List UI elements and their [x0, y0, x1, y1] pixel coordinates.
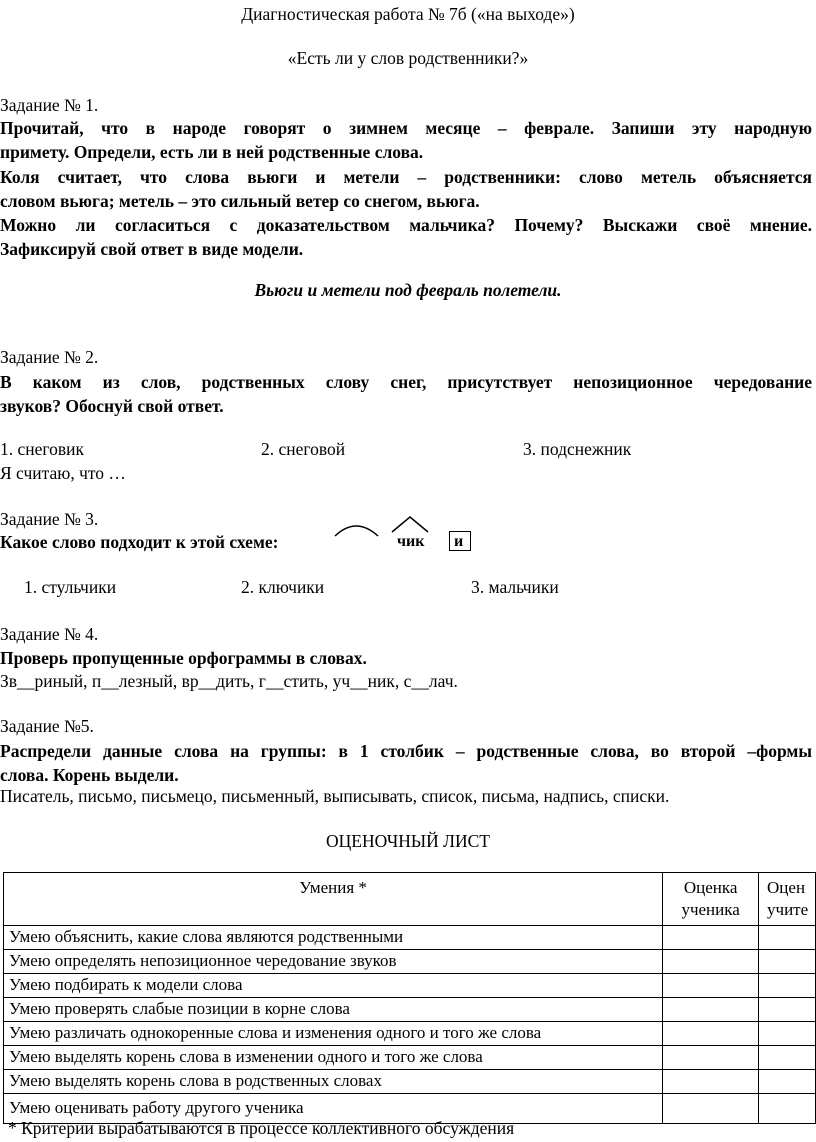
- task3-option: 2. ключики: [241, 577, 325, 597]
- task2-text: [0, 370, 812, 419]
- header-skills: Умения *: [4, 873, 663, 926]
- task2-label: Задание № 2.: [0, 347, 99, 367]
- teacher-grade-cell[interactable]: [759, 1046, 816, 1070]
- task1-line: Можно ли согласиться с доказательством мальчика? Почему? Выскажи своё мнение.: [0, 215, 812, 236]
- student-grade-cell[interactable]: [663, 998, 759, 1022]
- table-row: [4, 974, 816, 998]
- suffix-caret-icon: [392, 517, 428, 532]
- header-student-line1: Оценка: [683, 878, 738, 897]
- table-row: [4, 926, 816, 950]
- root-arc-icon: [335, 526, 378, 536]
- table-row: [4, 1070, 816, 1094]
- task2-option: 1. снеговик: [0, 439, 85, 459]
- task1-line: примету. Определи, есть ли в ней родственные слова.: [0, 142, 424, 163]
- task5-label: Задание №5.: [0, 716, 94, 736]
- table-row: [4, 998, 816, 1022]
- task4-question: Проверь пропущенные орфограммы в словах.: [0, 648, 367, 668]
- table-row: [4, 1022, 816, 1046]
- task2-line: звуков? Обоснуй свой ответ.: [0, 396, 224, 417]
- table-row: [4, 1046, 816, 1070]
- teacher-grade-cell[interactable]: [759, 1022, 816, 1046]
- task5-line: Распредели данные слова на группы: в 1 столбик – родственные слова, во второй –формы: [0, 741, 812, 761]
- task1-line: словом вьюга; метель – это сильный ветер со снегом, вьюга.: [0, 190, 480, 211]
- student-grade-cell[interactable]: [663, 1046, 759, 1070]
- task5-words: Писатель, письмо, письмецо, письменный, выписывать, список, письма, надпись, списки.: [0, 786, 670, 806]
- student-grade-cell[interactable]: [663, 950, 759, 974]
- task3-question: Какое слово подходит к этой схеме:: [0, 532, 279, 552]
- header-student: [663, 873, 759, 926]
- task3-ending-box: и: [449, 531, 471, 551]
- teacher-grade-cell[interactable]: [759, 974, 816, 998]
- task2-answer-start: Я считаю, что …: [0, 463, 126, 483]
- header-teacher-line2: учите: [767, 900, 809, 919]
- grading-footnote: * Критерии вырабатываются в процессе коллективного обсуждения: [8, 1118, 515, 1138]
- task2-line: В каком из слов, родственных слову снег, присутствует непозиционное чередование: [0, 372, 812, 392]
- header-student-line2: ученика: [681, 900, 740, 919]
- teacher-grade-cell[interactable]: [759, 950, 816, 974]
- teacher-grade-cell[interactable]: [759, 1094, 816, 1124]
- student-grade-cell[interactable]: [663, 1094, 759, 1124]
- task1-line: Коля считает, что слова вьюги и метели – родственники: слово метель объясняется: [0, 166, 812, 187]
- task1-text: [0, 116, 812, 262]
- grading-table: [3, 872, 816, 1124]
- skill-cell: Умею объяснить, какие слова являются родственными: [4, 926, 663, 950]
- task3-option: 1. стульчики: [24, 577, 117, 597]
- task1-line: Зафиксируй свой ответ в виде модели.: [0, 239, 304, 260]
- task5-line: слова. Корень выдели.: [0, 765, 179, 786]
- page-subtitle: «Есть ли у слов родственники?»: [287, 48, 529, 68]
- header-teacher-line1: Оцен: [767, 878, 806, 897]
- grading-header-row: [4, 873, 816, 926]
- task2-option: 2. снеговой: [261, 439, 346, 459]
- teacher-grade-cell[interactable]: [759, 926, 816, 950]
- grading-title: ОЦЕНОЧНЫЙ ЛИСТ: [326, 831, 490, 851]
- student-grade-cell[interactable]: [663, 926, 759, 950]
- skill-cell: Умею определять непозиционное чередование звуков: [4, 950, 663, 974]
- task1-label: Задание № 1.: [0, 95, 99, 115]
- page-title: Диагностическая работа № 7б («на выходе»): [241, 4, 575, 24]
- table-row: [4, 950, 816, 974]
- skill-cell: Умею оценивать работу другого ученика: [4, 1094, 663, 1124]
- teacher-grade-cell[interactable]: [759, 1070, 816, 1094]
- header-teacher: [759, 873, 816, 926]
- task1-line: Прочитай, что в народе говорят о зимнем месяце – феврале. Запиши эту народную: [0, 118, 812, 138]
- skill-cell: Умею выделять корень слова в изменении одного и того же слова: [4, 1046, 663, 1070]
- student-grade-cell[interactable]: [663, 1022, 759, 1046]
- task5-text: [0, 739, 812, 788]
- skill-cell: Умею подбирать к модели слова: [4, 974, 663, 998]
- task4-label: Задание № 4.: [0, 624, 99, 644]
- task3-option: 3. мальчики: [471, 577, 559, 597]
- teacher-grade-cell[interactable]: [759, 998, 816, 1022]
- task2-option: 3. подснежник: [523, 439, 632, 459]
- skill-cell: Умею выделять корень слова в родственных словах: [4, 1070, 663, 1094]
- skill-cell: Умею проверять слабые позиции в корне слова: [4, 998, 663, 1022]
- task3-suffix: чик: [397, 533, 425, 550]
- task1-proverb: Вьюги и метели под февраль полетели.: [254, 280, 562, 300]
- task4-words: Зв__риный, п__лезный, вр__дить, г__стить, уч__ник, с__лач.: [0, 671, 458, 691]
- task3-label: Задание № 3.: [0, 509, 99, 529]
- skill-cell: Умею различать однокоренные слова и изменения одного и того же слова: [4, 1022, 663, 1046]
- student-grade-cell[interactable]: [663, 1070, 759, 1094]
- student-grade-cell[interactable]: [663, 974, 759, 998]
